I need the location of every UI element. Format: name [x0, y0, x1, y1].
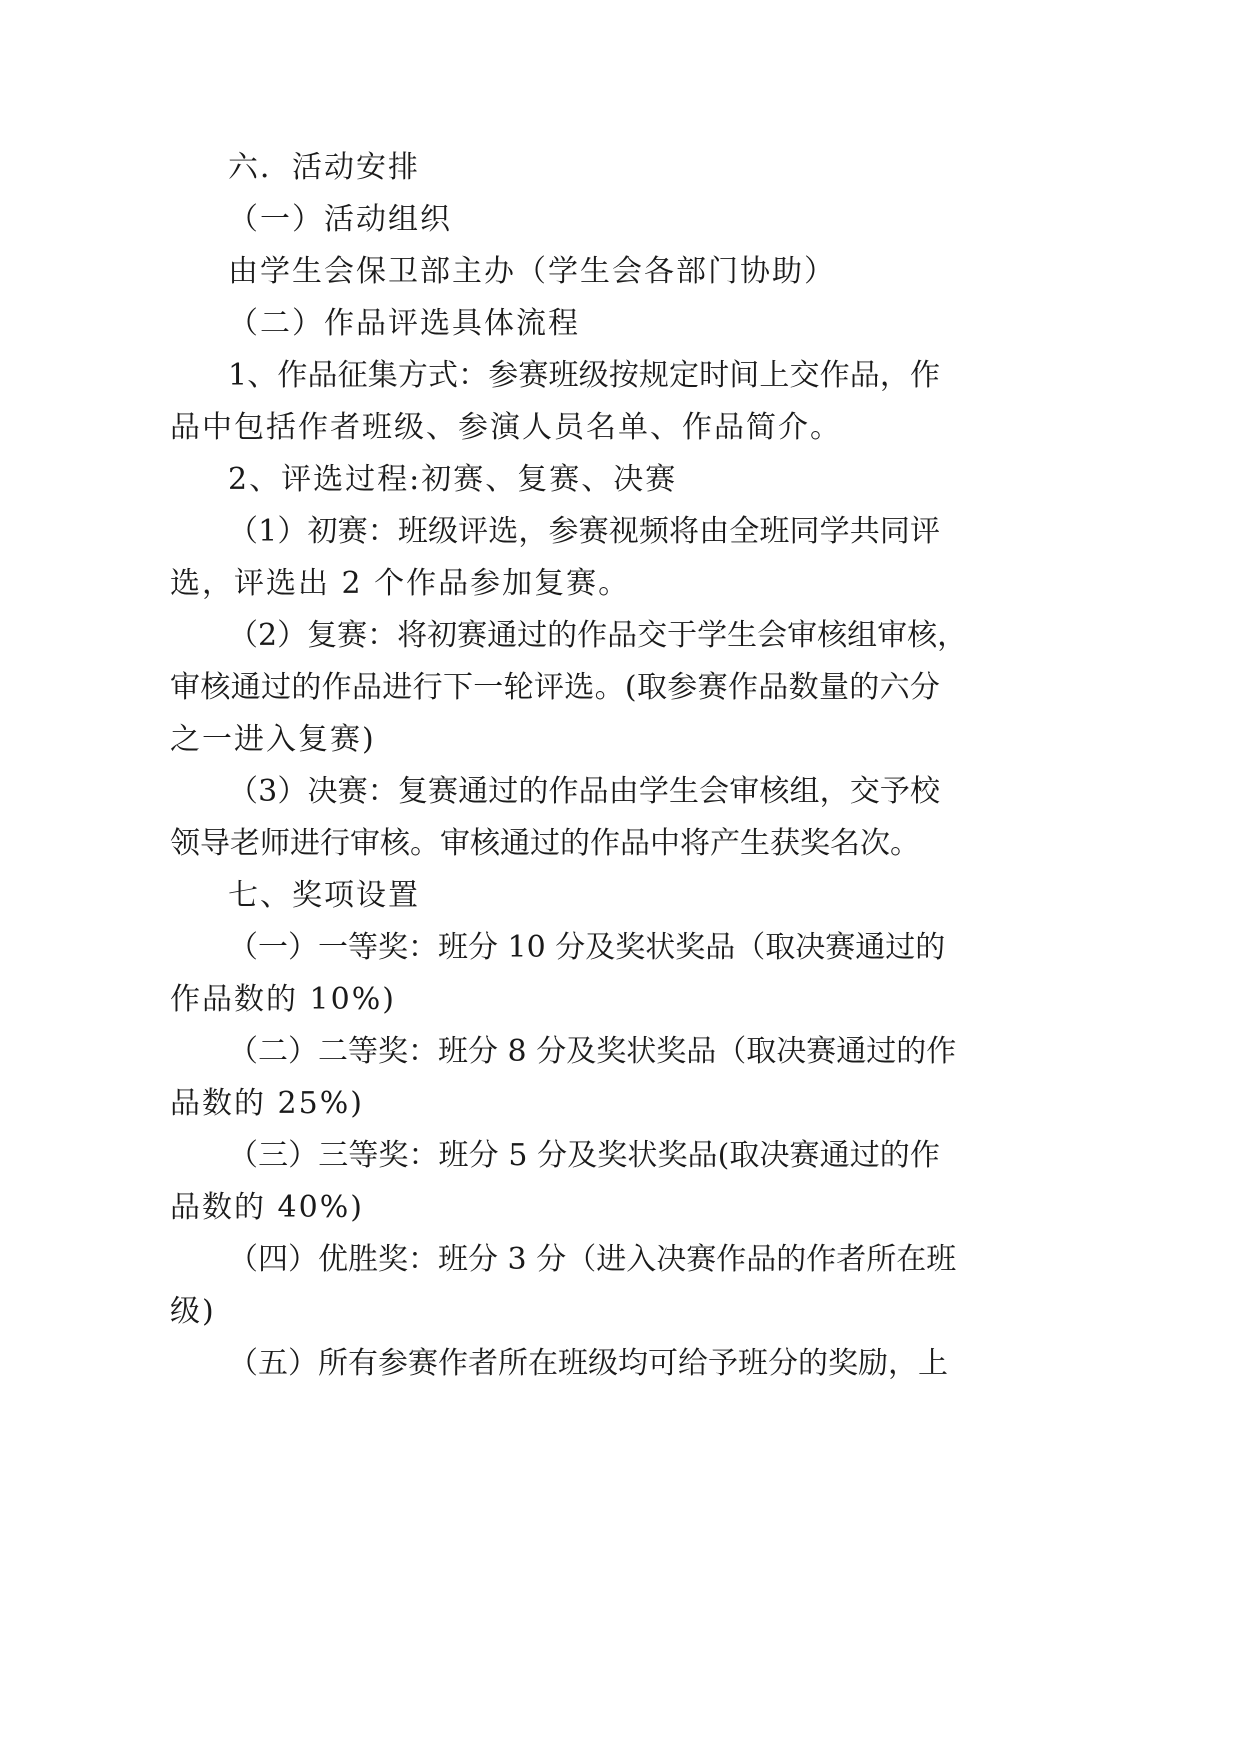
subsection-heading: （二）作品评选具体流程	[228, 306, 580, 341]
subsection-heading: （一）活动组织	[228, 202, 452, 237]
paragraph-line: 之一进入复赛)	[170, 722, 376, 757]
paragraph-line: 1 、 作 品 征 集 方 式 ： 参 赛 班 级 按 规 定 时 间 上 交 作 品 ， 作	[228, 358, 940, 393]
paragraph-line: 级)	[170, 1294, 216, 1329]
paragraph-line: （ 一 ） 一 等 奖 ： 班 分 1 0 分 及 奖 状 奖 品 （ 取 决 赛 通 过 的	[228, 930, 946, 965]
paragraph-line: 作品数的 10%)	[170, 982, 396, 1017]
paragraph-line: 2、评选过程:初赛、复赛、决赛	[228, 462, 678, 497]
paragraph-line: （ 三 ） 三 等 奖 ： 班 分 5 分 及 奖 状 奖 品 ( 取 决 赛 通 过 的 作	[228, 1138, 940, 1173]
paragraph-line: 品数的 25%)	[170, 1086, 364, 1121]
paragraph-line: （ 3 ） 决 赛 ： 复 赛 通 过 的 作 品 由 学 生 会 审 核 组 ， 交 予 校	[228, 774, 940, 809]
paragraph-line: （ 五 ） 所 有 参 赛 作 者 所 在 班 级 均 可 给 予 班 分 的 奖 励 ， 上	[228, 1346, 948, 1381]
section-heading: 七、奖项设置	[228, 878, 420, 913]
paragraph-line: （ 1 ） 初 赛 ： 班 级 评 选 ， 参 赛 视 频 将 由 全 班 同 学 共 同 评	[228, 514, 940, 549]
section-heading: 六．活动安排	[228, 150, 420, 185]
paragraph-line: 审 核 通 过 的 作 品 进 行 下 一 轮 评 选 。 ( 取 参 赛 作 品 数 量 的 六 分	[170, 670, 940, 705]
paragraph-line: 领 导 老 师 进 行 审 核 。 审 核 通 过 的 作 品 中 将 产 生 获 奖 名 次 。	[170, 826, 920, 861]
paragraph-line: （ 2 ） 复 赛 ： 将 初 赛 通 过 的 作 品 交 于 学 生 会 审 核 组 审 核 ，	[228, 618, 968, 653]
paragraph-line: （ 四 ） 优 胜 奖 ： 班 分 3 分 （ 进 入 决 赛 作 品 的 作 者 所 在 班	[228, 1242, 957, 1277]
paragraph-line: 品中包括作者班级、参演人员名单、作品简介。	[170, 410, 842, 445]
paragraph-line: 选，评选出 2 个作品参加复赛。	[170, 566, 631, 601]
paragraph-line: 品数的 40%)	[170, 1190, 364, 1225]
paragraph-line: 由学生会保卫部主办（学生会各部门协助）	[228, 254, 836, 289]
paragraph-line: （ 二 ） 二 等 奖 ： 班 分 8 分 及 奖 状 奖 品 （ 取 决 赛 通 过 的 作	[228, 1034, 957, 1069]
